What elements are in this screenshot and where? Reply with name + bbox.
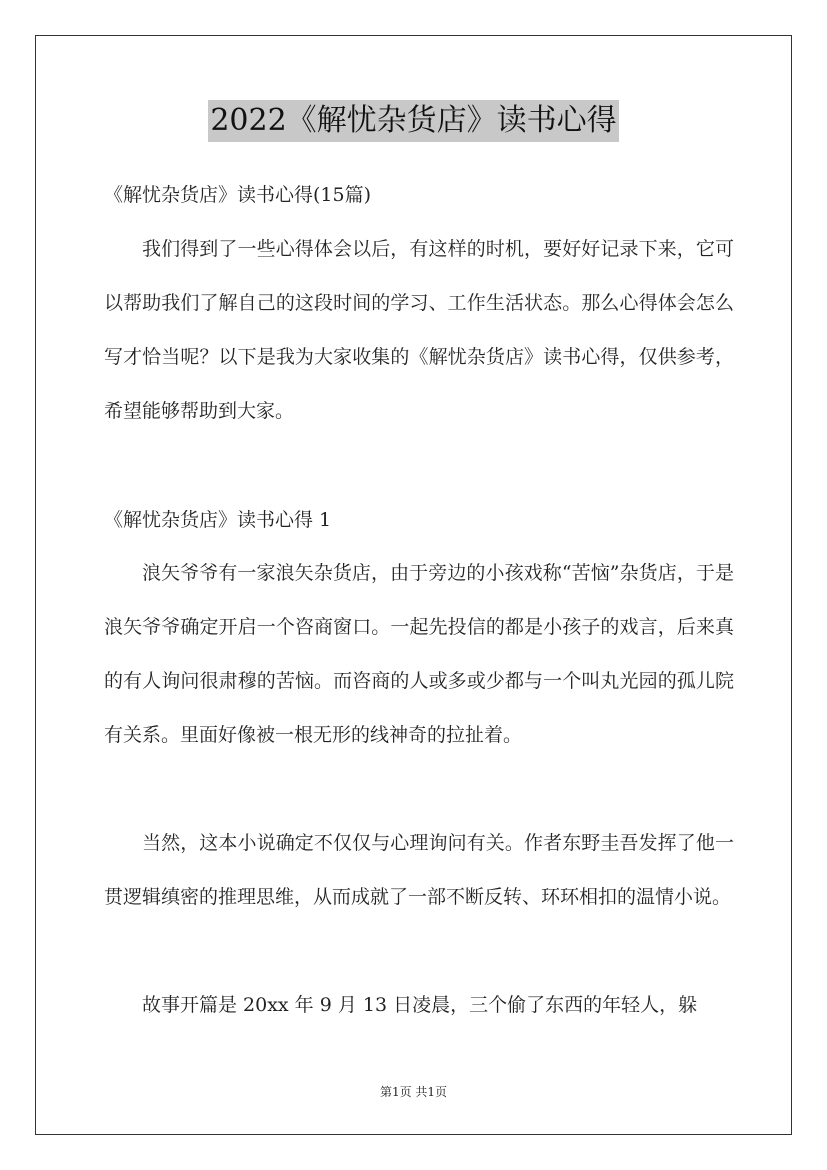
- document-subtitle: 《解忧杂货店》读书心得(15篇): [104, 184, 372, 206]
- intro-paragraph: 我们得到了一些心得体会以后，有这样的时机，要好好记录下来，它可以帮助我们了解自己的这段时间的学习、工作生活状态。那么心得体会怎么写才恰当呢？以下是我为大家收集的《解忧杂货店》读书心得，仅供参考，希望能够帮助到大家。: [104, 238, 734, 422]
- document-title: 2022《解忧杂货店》读书心得: [208, 100, 618, 142]
- page-footer: 第1页 共1页: [379, 1085, 448, 1099]
- title-container: [0, 100, 827, 142]
- body-paragraph-2: 当然，这本小说确定不仅仅与心理询问有关。作者东野圭吾发挥了他一贯逻辑缜密的推理思维，从而成就了一部不断反转、环环相扣的温情小说。: [104, 832, 734, 908]
- section-heading: 《解忧杂货店》读书心得 1: [104, 509, 332, 531]
- body-paragraph-3: 故事开篇是 20xx 年 9 月 13 日凌晨，三个偷了东西的年轻人，躲: [142, 994, 698, 1016]
- body-paragraph-1: 浪矢爷爷有一家浪矢杂货店，由于旁边的小孩戏称“苦恼”杂货店，于是浪矢爷爷确定开启一个咨商窗口。一起先投信的都是小孩子的戏言，后来真的有人询问很肃穆的苦恼。而咨商的人或多或少都与一个叫丸光园的孤儿院有关系。里面好像被一根无形的线神奇的拉扯着。: [104, 562, 734, 746]
